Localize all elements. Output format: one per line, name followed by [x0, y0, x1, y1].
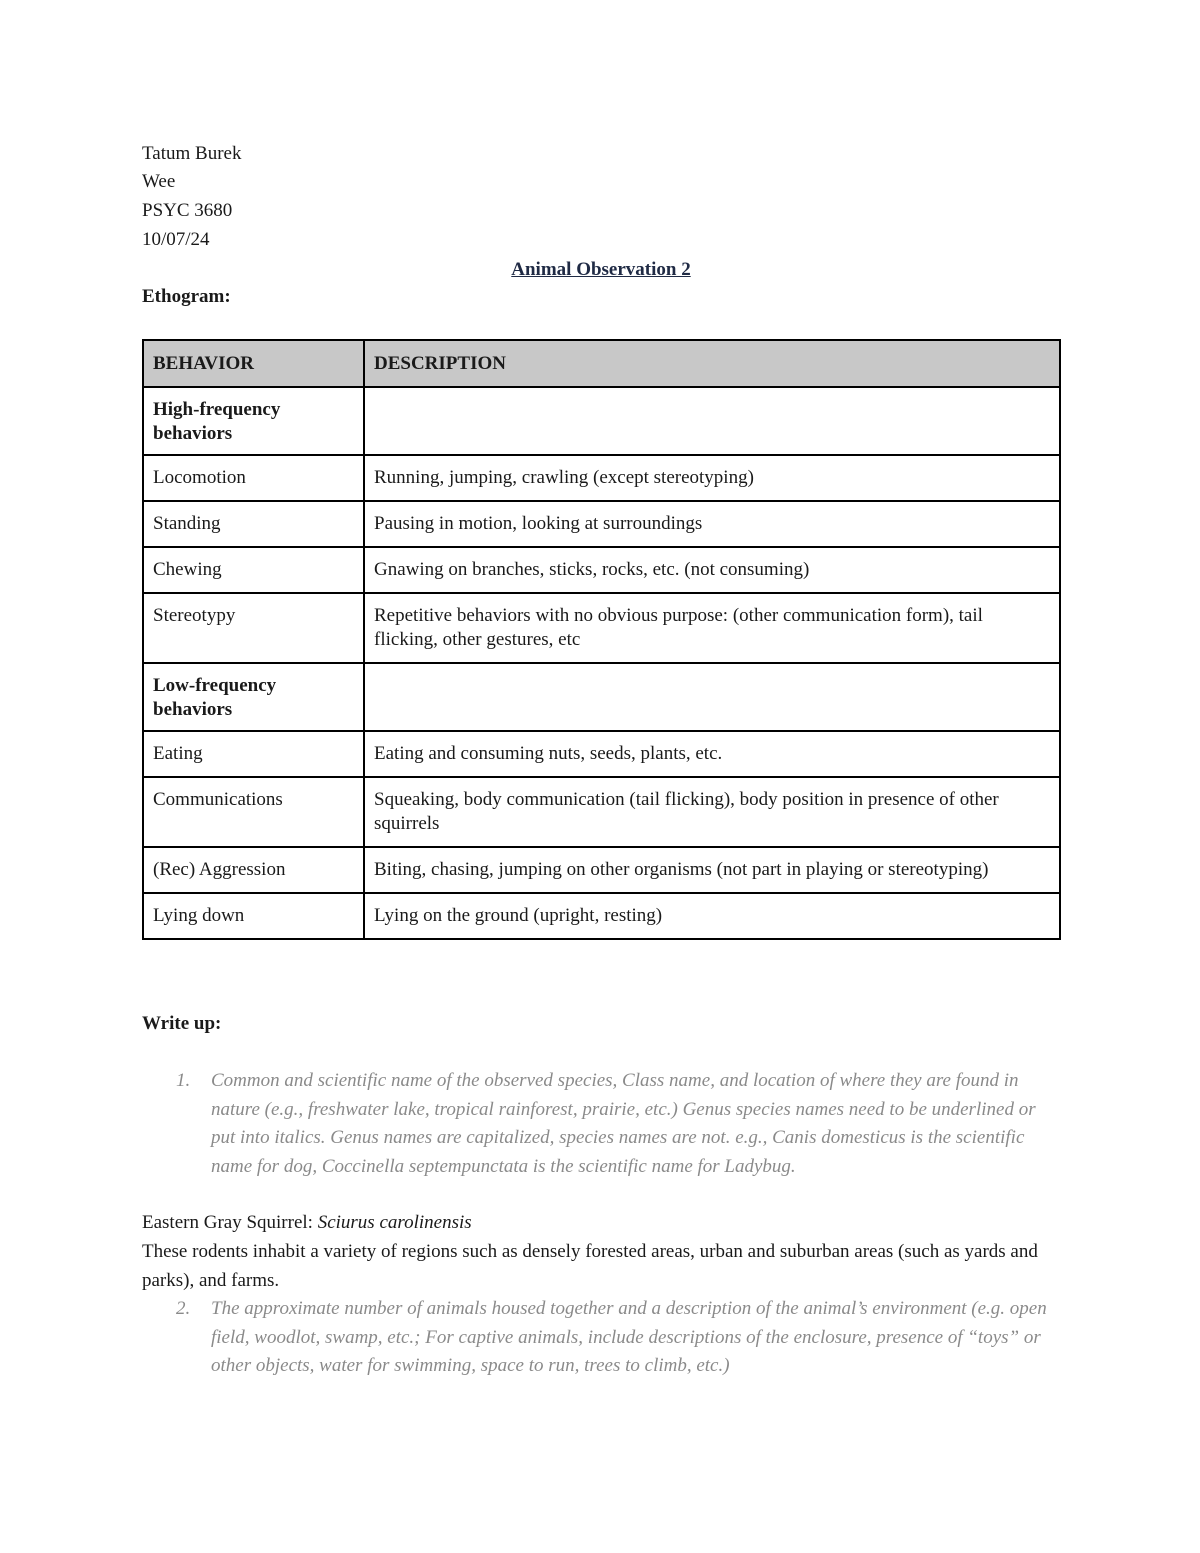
behavior-cell: Stereotypy [143, 593, 364, 663]
behavior-cell: Locomotion [143, 455, 364, 501]
behavior-cell: Standing [143, 501, 364, 547]
prompt-text: Common and scientific name of the observed species, Class name, and location of where they are found in nature (e.g., freshwater lake, tropical rainforest, prairie, etc.) Genus species names need to be underlined or put into italics. Genus names are capitalized, species names are not. e.g., Canis domesticus is the scientific name for dog, Coccinella septempunctata is the scientific name for Ladybug. [211, 1070, 1036, 1177]
behavior-cell: (Rec) Aggression [143, 847, 364, 893]
description-cell: Pausing in motion, looking at surroundings [364, 501, 1060, 547]
description-cell: Gnawing on branches, sticks, rocks, etc. (not consuming) [364, 547, 1060, 593]
prompt-text: The approximate number of animals housed together and a description of the animal’s environment (e.g. open field, woodlot, swamp, etc.; For captive animals, include descriptions of the enclosure, presence of “toys” or other objects, water for swimming, space to run, trees to climb, etc.) [211, 1298, 1047, 1376]
table-row [143, 593, 1060, 663]
behavior-cell: Lying down [143, 893, 364, 939]
prompt-number: 2. [176, 1298, 191, 1319]
habitat-paragraph: These rodents inhabit a variety of regions such as densely forested areas, urban and suburban areas (such as yards and parks), and farms. [142, 1241, 1038, 1291]
table-row [143, 731, 1060, 777]
table-row [143, 777, 1060, 847]
table-row [143, 847, 1060, 893]
description-cell: Running, jumping, crawling (except stereotyping) [364, 455, 1060, 501]
description-cell: Repetitive behaviors with no obvious purpose: (other communication form), tail flicking, other gestures, etc [364, 593, 1060, 663]
common-name: Eastern Gray Squirrel: [142, 1212, 318, 1233]
category-row [143, 387, 1060, 455]
prompt-item-2 [176, 1295, 1056, 1381]
instructor-name: Wee [142, 171, 176, 192]
author-name: Tatum Burek [142, 143, 242, 164]
table-header-row [143, 340, 1060, 387]
category-label: Low-frequency behaviors [143, 663, 364, 731]
description-cell: Eating and consuming nuts, seeds, plants, etc. [364, 731, 1060, 777]
scientific-name: Sciurus carolinensis [317, 1212, 472, 1233]
ethogram-table [142, 339, 1061, 940]
category-label: High-frequency behaviors [143, 387, 364, 455]
document-date: 10/07/24 [142, 229, 210, 250]
behavior-cell: Chewing [143, 547, 364, 593]
writeup-heading: Write up: [142, 1013, 222, 1034]
behavior-cell: Eating [143, 731, 364, 777]
ethogram-heading: Ethogram: [142, 286, 231, 307]
header-behavior: BEHAVIOR [143, 340, 364, 387]
table-row [143, 501, 1060, 547]
table-row [143, 893, 1060, 939]
table-row [143, 547, 1060, 593]
description-cell: Biting, chasing, jumping on other organisms (not part in playing or stereotyping) [364, 847, 1060, 893]
table-row [143, 455, 1060, 501]
species-name-line [142, 1209, 1057, 1238]
document-title: Animal Observation 2 [511, 259, 691, 280]
behavior-cell: Communications [143, 777, 364, 847]
prompt-number: 1. [176, 1070, 191, 1091]
course-code: PSYC 3680 [142, 200, 233, 221]
prompt-item-1 [176, 1067, 1056, 1181]
category-row [143, 663, 1060, 731]
header-description: DESCRIPTION [364, 340, 1060, 387]
description-cell: Squeaking, body communication (tail flicking), body position in presence of other squirrels [364, 777, 1060, 847]
description-cell: Lying on the ground (upright, resting) [364, 893, 1060, 939]
